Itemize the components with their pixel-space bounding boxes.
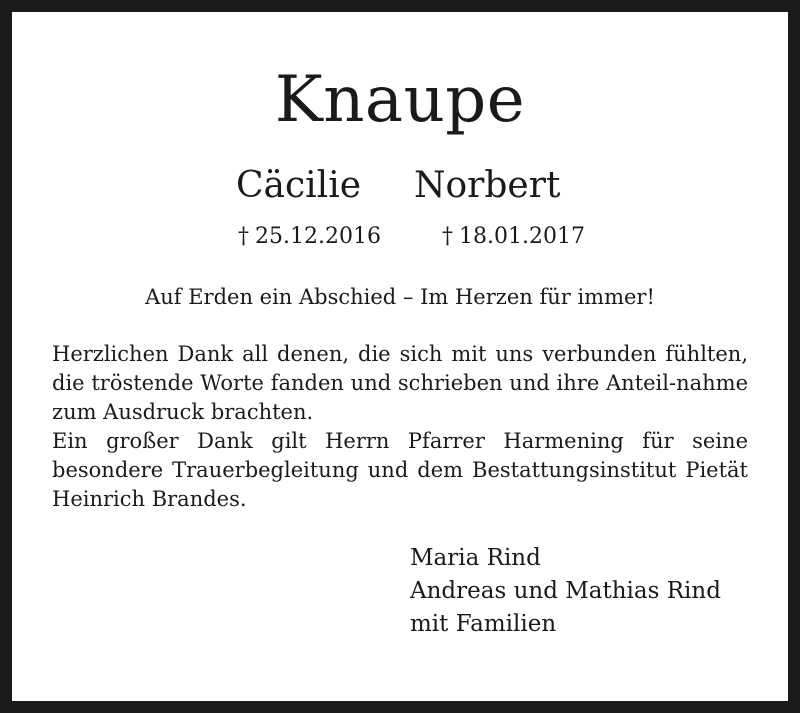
death-date-value: 18.01.2017 xyxy=(459,224,585,249)
death-date-norbert xyxy=(442,220,585,254)
thank-you-paragraph: Herzlichen Dank all denen, die sich mit uns verbunden fühlten, die tröstende Worte fanden und schrieben und ihre Anteil-nahme zum Ausdruck brachten. xyxy=(52,342,748,424)
deceased-names xyxy=(12,164,788,208)
cross-icon: † xyxy=(442,224,453,249)
death-dates xyxy=(12,220,788,254)
cross-icon: † xyxy=(238,224,249,249)
death-date-caecilie xyxy=(238,220,381,254)
signatory-line: Andreas und Mathias Rind xyxy=(410,578,721,604)
thank-you-paragraph: Ein großer Dank gilt Herrn Pfarrer Harmening für seine besondere Trauerbegleitung und dem Bestattungsinstitut Pietät Heinrich Brandes. xyxy=(52,429,748,511)
family-surname: Knaupe xyxy=(274,63,526,137)
motto-line: Auf Erden ein Abschied – Im Herzen für immer! xyxy=(145,285,655,309)
signatory-line: mit Familien xyxy=(410,611,557,637)
signature-block xyxy=(410,542,721,641)
death-date-value: 25.12.2016 xyxy=(255,224,381,249)
signatory-line: Maria Rind xyxy=(410,545,541,571)
first-name-norbert: Norbert xyxy=(414,165,561,206)
thank-you-text xyxy=(52,340,748,514)
first-name-caecilie: Cäcilie xyxy=(236,165,362,206)
obituary-notice xyxy=(12,12,788,701)
